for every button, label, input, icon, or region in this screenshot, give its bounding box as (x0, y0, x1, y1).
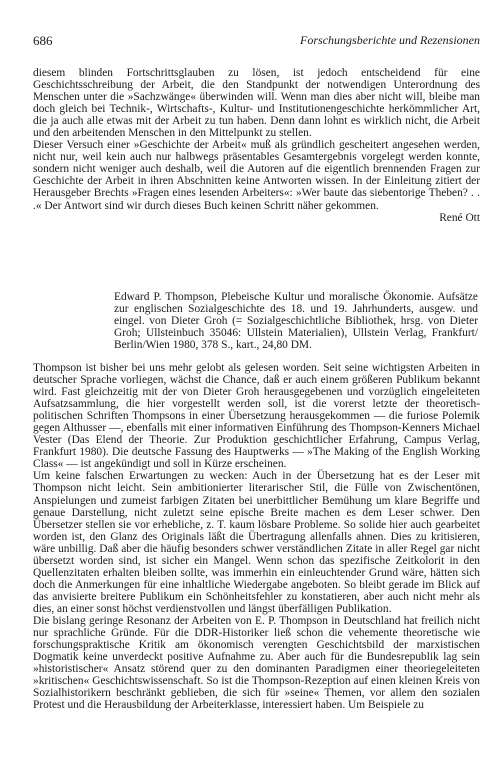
paragraph: Thompson ist bisher bei uns mehr gelobt als gelesen worden. Seit seine wichtigsten Arbeiten in deutscher Sprache vorliegen, wächst die Chance, daß er auch einem größeren Publikum bekannt wird. Fast gleichzeitig mit der von Dieter Groh herausgegebenen und vorzüglich eingeleiteten Aufsatzsammlung, die hier vorgestellt werden soll, ist die vorerst letzte der theoretisch-politischen Schriften Thompsons in einer Übersetzung herausgekommen — die furiose Polemik gegen Althusser —, ebenfalls mit einer informativen Einführung des Thompson-Kenners Michael Vester (Das Elend der Theorie. Zur Produktion geschichtlicher Erfahrung, Campus Verlag, Frankfurt 1980). Die deutsche Fassung des Hauptwerks — »The Making of the English Working Class« — ist angekündigt und soll in Kürze erscheinen. (33, 362, 480, 471)
review-ott-text (33, 67, 480, 224)
paragraph: diesem blinden Fortschrittsglauben zu lösen, ist jedoch entscheidend für eine Geschichtsschreibung der Arbeit, die den Standpunkt der notwendigen Unterordnung des Menschen unter die »Sachzwänge« überwinden will. Wenn man dies aber nicht will, bleibe man doch gleich bei Technik-, Wirtschafts-, Kultur- und Institutionengeschichte herkömmlicher Art, die ja auch alle etwas mit der Arbeit zu tun haben. Denn dann lohnt es wirklich nicht, die Arbeit und den arbeitenden Menschen in den Mittelpunkt zu stellen. (33, 67, 480, 140)
running-head: Forschungsberichte und Rezensionen (300, 33, 480, 47)
paragraph: Die bislang geringe Resonanz der Arbeiten von E. P. Thompson in Deutschland hat freilich nicht nur sprachliche Gründe. Für die DDR-Historiker ließ schon die vehemente theoretische wie forschungspraktische Kritik am ökonomisch verengten Geschichtsbild der marxistischen Dogmatik keine unverdeckt positive Aufnahme zu. Aber auch für die Bundesrepublik lag sein »historistischer« Ansatz störend quer zu den dominanten Paradigmen einer theoriegeleiteten »kritischen« Geschichtswissenschaft. So ist die Thompson-Rezeption auf einen kleinen Kreis von Sozialhistorikern beschränkt geblieben, die sich für »seine« Themen, vor allem den sozialen Protest und die Herausbildung der Arbeiterklasse, interessiert haben. Um Beispiele zu (33, 614, 480, 712)
bibliographic-entry: Edward P. Thompson, Plebeische Kultur und moralische Ökonomie. Aufsätze zur englischen Sozialgeschichte des 18. und 19. Jahrhunderts, ausgew. und eingel. von Dieter Groh (= Sozialgeschichtliche Bibliothek, hrsg. von Dieter Groh; Ullsteinbuch 35046: Ullstein Materialien), Ullstein Verlag, Frankfurt/ Berlin/Wien 1980, 378 S., kart., 24,80 DM. (114, 291, 478, 352)
page-number: 686 (33, 33, 53, 48)
paragraph: Um keine falschen Erwartungen zu wecken: Auch in der Übersetzung hat es der Leser mit Thompson nicht leicht. Sein ambitionierter literarischer Stil, die Fülle von Zwischentönen, Anspielungen und zumeist farbigen Zitaten bei unerbittlicher Bemühung um klare Begriffe und genaue Darstellung, nicht zuletzt seine epische Breite machen es dem Leser schwer. Den Übersetzer stellen sie vor erhebliche, z. T. kaum lösbare Probleme. So solide hier auch gearbeitet worden ist, den Glanz des Originals läßt die Übertragung allenfalls ahnen. Dies zu kritisieren, wäre unbillig. Daß aber die häufig besonders schwer verständlichen Zitate in aller Regel gar nicht übersetzt worden sind, ist sicher ein Mangel. Wenn schon das spezifische Zeitkolorit in den Quellenzitaten erhalten bleiben sollte, was immerhin ein einleuchtender Grund wäre, hätten sich doch die Anmerkungen für eine inhaltliche Wiedergabe angeboten. So bleibt gerade im Blick auf das anvisierte breitere Publikum ein Schönheitsfehler zu konstatieren, aber auch nicht mehr als dies, an einer sonst höchst verdienstvollen und längst überfälligen Publikation. (33, 470, 480, 615)
review-thompson-text (33, 362, 480, 711)
page-header (33, 33, 480, 53)
paragraph: Dieser Versuch einer »Geschichte der Arbeit« muß als gründlich gescheitert angesehen werden, nicht nur, weil kein auch nur halbwegs präsentables Gesamtergebnis vorgelegt werden konnte, sondern nicht weniger auch deshalb, weil die Autoren auf die eigentlich brennenden Fragen zur Geschichte der Arbeit in ihren Abschnitten keine Antworten wissen. In der Einleitung zitiert der Herausgeber Brechts »Fragen eines lesenden Arbeiters«: »Wer baute das siebentorige Theben? . . .« Der Antwort sind wir durch dieses Buch keinen Schritt näher gekommen. (33, 139, 480, 212)
reviewer-signature: René Ott (439, 211, 480, 224)
